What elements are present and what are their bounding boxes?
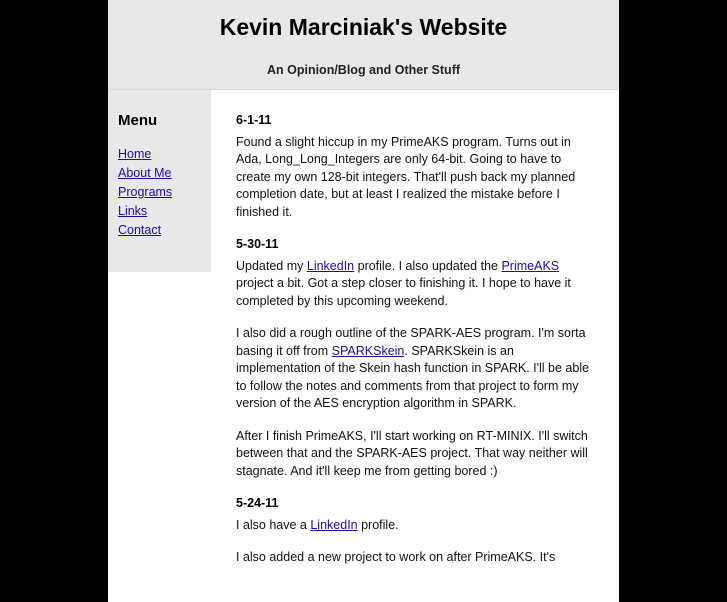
post-paragraph bbox=[236, 428, 599, 481]
blog-entry bbox=[236, 495, 599, 567]
post-text: I also have a bbox=[236, 517, 311, 532]
site-subtitle: An Opinion/Blog and Other Stuff bbox=[266, 63, 461, 77]
post-text: project a bit. Got a step closer to finishing it. I hope to have it completed by this upcoming weekend. bbox=[236, 276, 571, 308]
sidebar-item-contact[interactable]: Contact bbox=[118, 223, 162, 237]
post-text: profile. I also updated the bbox=[354, 258, 502, 273]
post-text: After I finish PrimeAKS, I'll start working on RT-MINIX. I'll switch between that and the SPARK-AES project. That way neither will stagnate. And it'll keep me from getting bored :) bbox=[236, 428, 588, 478]
post-text: . SPARKSkein is an implementation of the Skein hash function in SPARK. I'll be able to follow the notes and comments from that project to form my version of the AES encryption algorithm in SPARK. bbox=[236, 343, 590, 410]
post-paragraph bbox=[236, 325, 599, 413]
page-container bbox=[108, 0, 619, 602]
sidebar-heading: Menu bbox=[118, 112, 158, 129]
inline-link[interactable]: LinkedIn bbox=[310, 517, 358, 532]
post-text: Updated my bbox=[236, 258, 307, 273]
sidebar-item-about-me[interactable]: About Me bbox=[118, 166, 172, 180]
post-date: 5-30-11 bbox=[236, 237, 279, 251]
inline-link[interactable]: SPARKSkein bbox=[331, 343, 405, 358]
post-paragraph bbox=[236, 517, 599, 535]
post-text: I also added a new project to work on after PrimeAKS. It's bbox=[236, 550, 556, 564]
post-text: Found a slight hiccup in my PrimeAKS program. Turns out in Ada, Long_Long_Integers are only 64-bit. Going to have to create my own 128-bit integers. That'll push back my planned completion date, but at least I realized the mistake before I finished it. bbox=[236, 134, 576, 219]
post-paragraph bbox=[236, 549, 599, 567]
body-wrapper bbox=[108, 90, 619, 602]
inline-link[interactable]: LinkedIn bbox=[306, 258, 355, 273]
post-date: 5-24-11 bbox=[236, 496, 279, 510]
blog-entry bbox=[236, 236, 599, 480]
post-text: I also did a rough outline of the SPARK-AES program. I'm sorta basing it off from bbox=[236, 326, 586, 358]
site-header bbox=[108, 0, 619, 90]
blog-entry bbox=[236, 112, 599, 221]
page-title: Kevin Marciniak's Website bbox=[219, 14, 508, 40]
sidebar-item-links[interactable]: Links bbox=[118, 204, 148, 218]
inline-link[interactable]: PrimeAKS bbox=[501, 258, 560, 273]
sidebar bbox=[108, 90, 211, 272]
blog-content bbox=[211, 90, 619, 602]
post-text: profile. bbox=[357, 517, 399, 532]
sidebar-item-home[interactable]: Home bbox=[118, 147, 152, 161]
post-paragraph bbox=[236, 134, 599, 222]
post-date: 6-1-11 bbox=[236, 113, 272, 127]
post-paragraph bbox=[236, 258, 599, 311]
sidebar-item-programs[interactable]: Programs bbox=[118, 185, 173, 199]
